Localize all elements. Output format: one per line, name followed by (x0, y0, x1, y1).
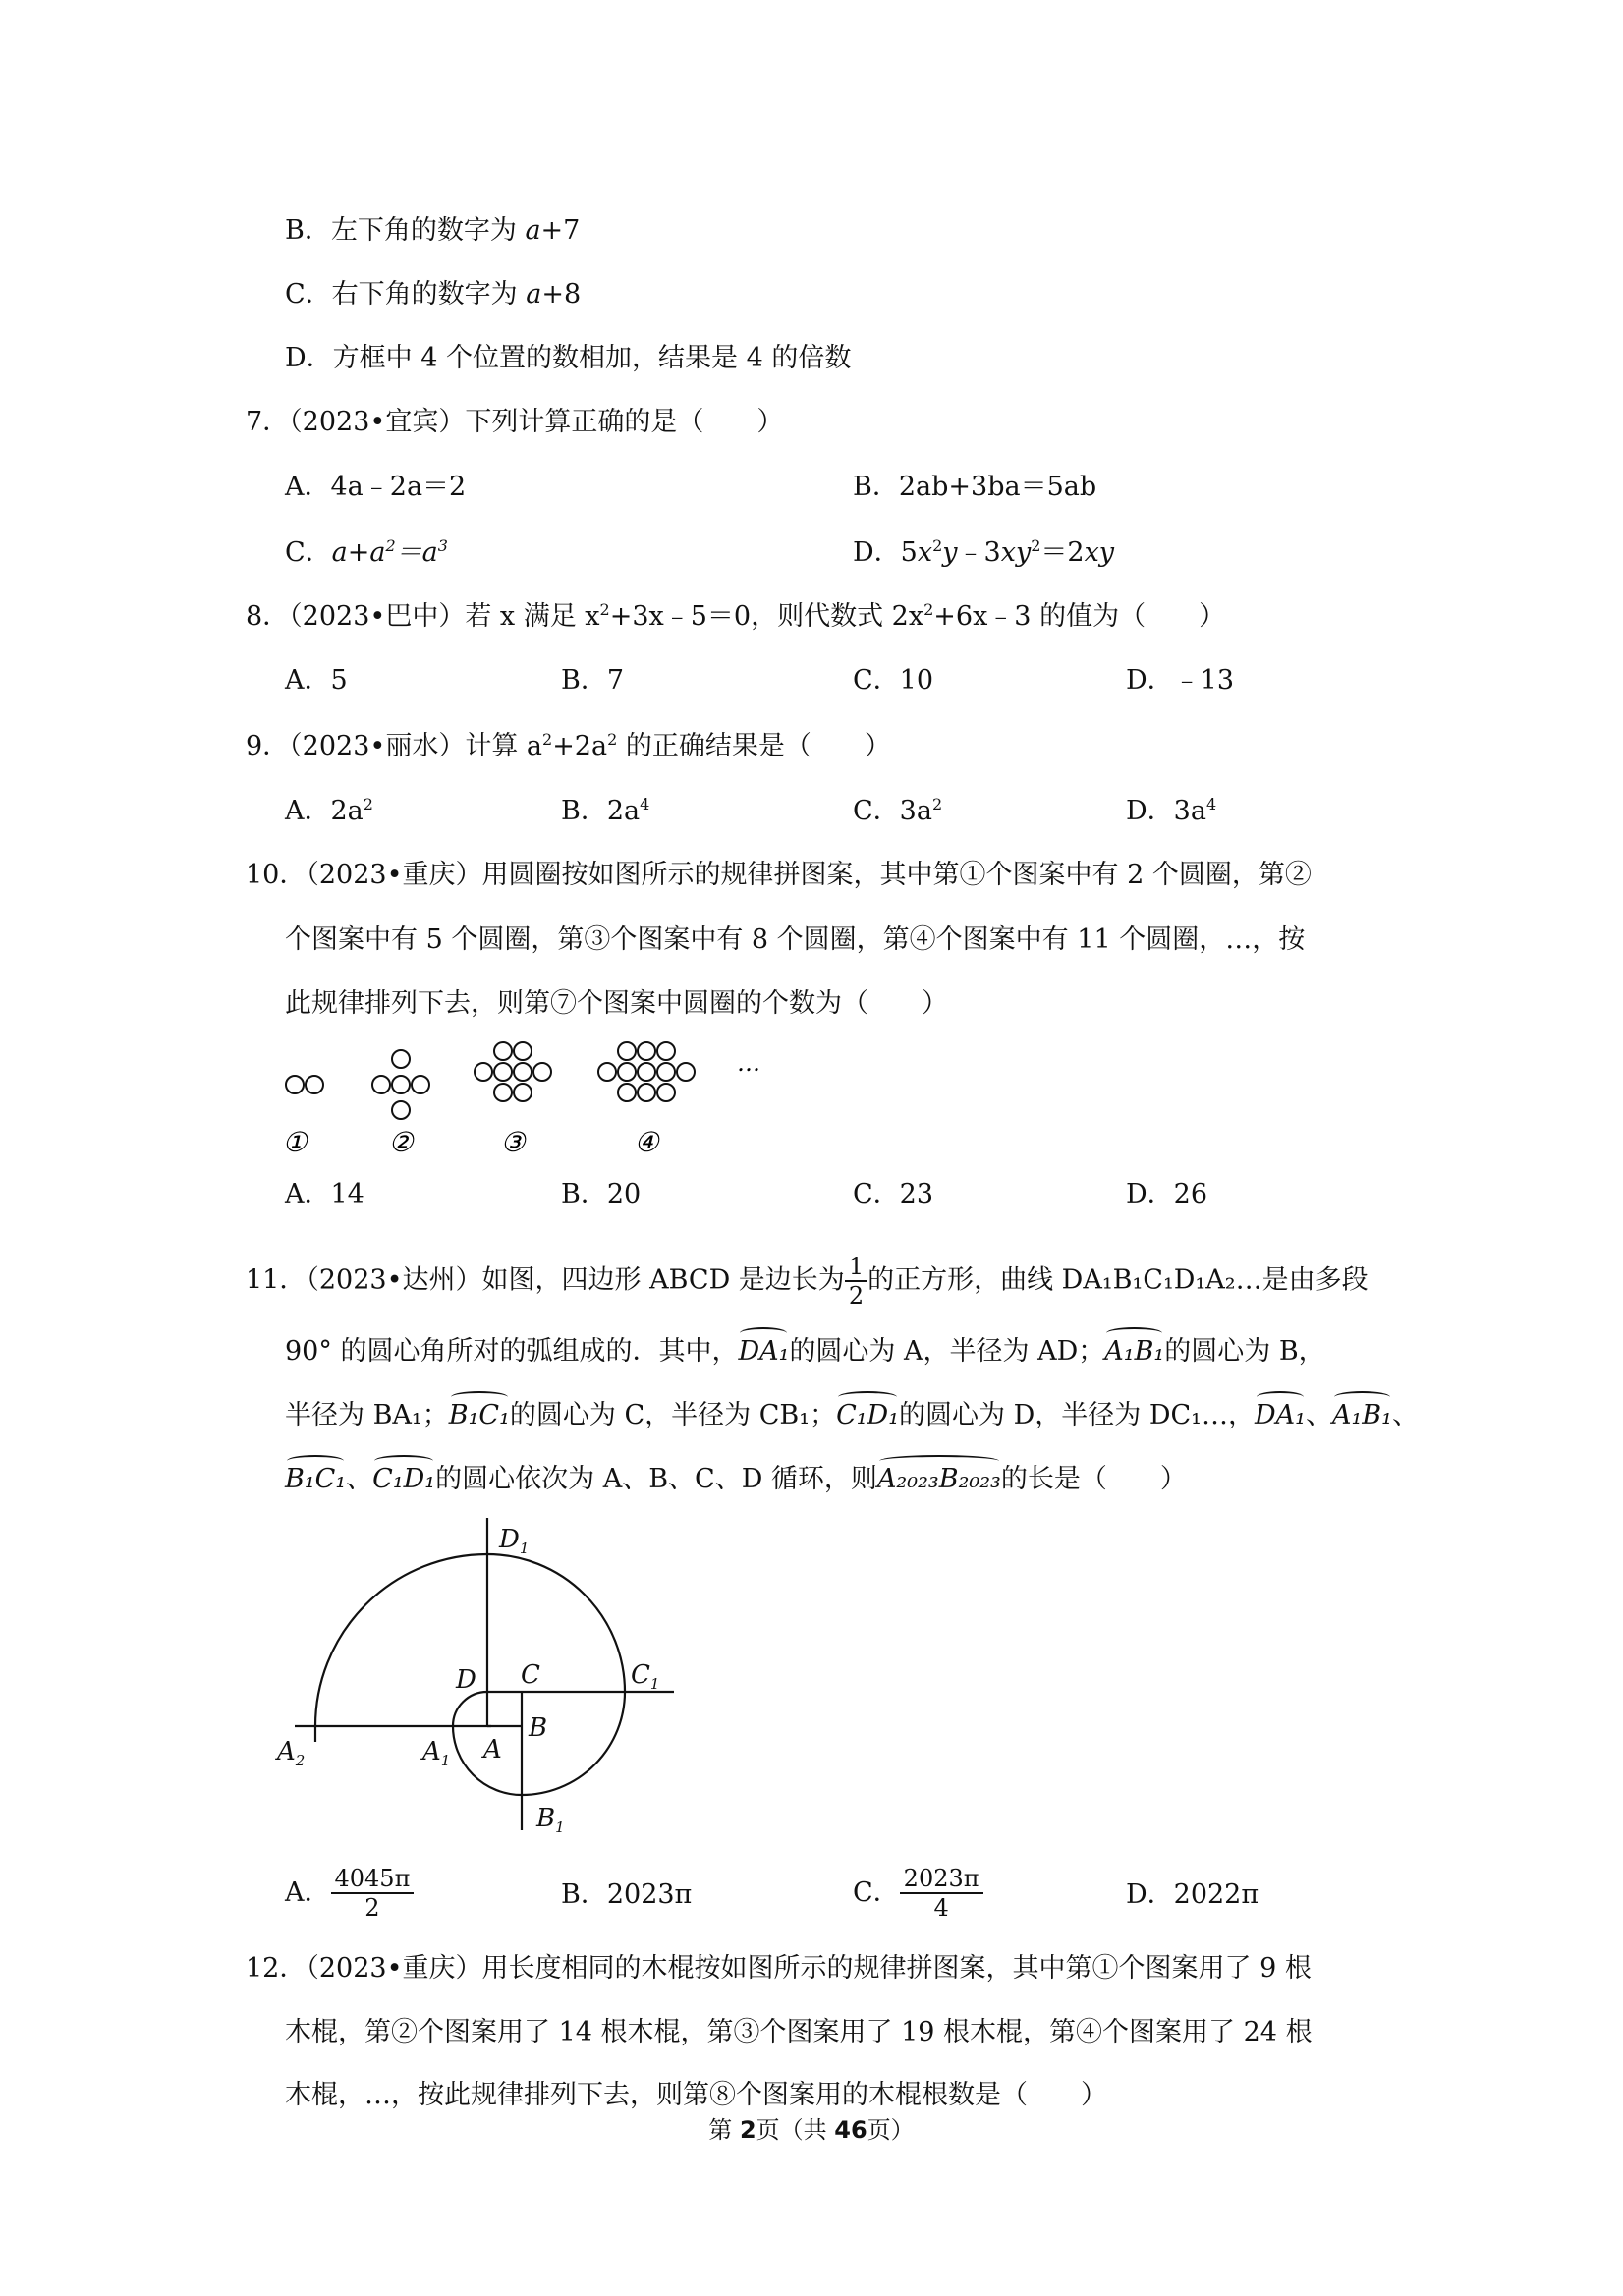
q10-line-3: 此规律排列下去，则第⑦个图案中圆圈的个数为（ ） (285, 988, 948, 1019)
q11-option-d: D．2022π (1126, 1879, 1259, 1910)
q12-line-2: 木棍，第②个图案用了 14 根木棍，第③个图案用了 19 根木棍，第④个图案用了 24 根 (285, 2017, 1313, 2047)
fraction-denominator: 2 (848, 1282, 865, 1310)
q11-option-c-label: C． (853, 1877, 900, 1908)
arc-da1-shape (453, 1692, 487, 1726)
separator: 、 (1391, 1400, 1419, 1430)
pattern-circle (372, 1076, 390, 1093)
q9-sup: 2 (607, 730, 618, 749)
q9-stem-start: 9．（2023•丽水）计算 a (246, 731, 542, 761)
pattern-circle (638, 1042, 655, 1060)
q6-option-b-tail: +7 (540, 215, 581, 246)
q7-option-d-expr: $5x^2y﹣3xy^2=2xy$ (900, 536, 1115, 568)
q8-stem: 8．（2023•巴中）若 x 满足 $x^2+3x﹣5=0$，则代数式 $2x^2+6x﹣3$ 的值为（ ） (246, 600, 1226, 632)
q11-option-a (285, 1865, 414, 1922)
q7-stem: 7．（2023•宜宾）下列计算正确的是（ ） (246, 407, 784, 437)
q8-stem-start: 8．（2023•巴中）若 x 满足 x (246, 601, 600, 632)
q11-line-1-start: 11．（2023•达州）如图，四边形 ABCD 是边长为 (246, 1264, 845, 1296)
q7-option-c-label: C． (285, 537, 332, 568)
q11-option-c-fraction (900, 1865, 983, 1922)
q11-spiral-figure (275, 1508, 707, 1842)
q6-option-b (285, 214, 580, 248)
q7-option-c (285, 536, 448, 570)
q7-option-a (285, 471, 466, 504)
q9-stem (246, 730, 891, 763)
q11-option-b: B．2023π (561, 1879, 693, 1910)
page-number: 2 (739, 2116, 756, 2144)
arc-a1b1: A₁B₁ (1332, 1393, 1392, 1432)
q11-option-c (853, 1865, 983, 1922)
q9-stem-middle: +2a (552, 731, 608, 761)
q6-option-c (285, 278, 581, 311)
label-c: C (521, 1660, 540, 1690)
q7-option-d-label: D． (853, 537, 901, 568)
pattern-label-4: ④ (634, 1126, 659, 1158)
q6-option-c-var: a (526, 279, 542, 309)
fraction-numerator: 4045π (331, 1865, 415, 1894)
pattern-circle (412, 1076, 429, 1093)
pattern-circle (392, 1050, 410, 1068)
q9-option-d-sup: 4 (1205, 795, 1217, 813)
q8-option-d: D．﹣13 (1126, 665, 1235, 696)
label-a: A (483, 1735, 502, 1764)
pattern-circle (657, 1042, 675, 1060)
fraction-numerator: 1 (845, 1253, 867, 1282)
q10-option-a: A．14 (285, 1179, 364, 1209)
pattern-circle (533, 1063, 551, 1081)
q11-line-1 (246, 1253, 1369, 1310)
q7-option-a-label: A． (285, 472, 331, 502)
page-footer (0, 2115, 1623, 2145)
q10-line-1: 10．（2023•重庆）用圆圈按如图所示的规律拼图案，其中第①个图案中有 2 个圆圈，第② (246, 860, 1312, 890)
q12-line-3: 木棍，…，按此规律排列下去，则第⑧个图案用的木棍根数是（ ） (285, 2080, 1107, 2110)
footer-suffix: 页） (867, 2116, 915, 2144)
label-a2: $A_2$ (277, 1737, 306, 1769)
pattern-label-1: ① (282, 1126, 308, 1158)
q9-sup: 2 (542, 730, 553, 749)
pattern-ellipsis: … (737, 1049, 760, 1077)
pattern-circle (618, 1084, 636, 1101)
arc-da1: DA₁ (738, 1329, 789, 1369)
label-d: D (456, 1665, 476, 1695)
q9-option-c (853, 795, 942, 828)
q8-option-c: C．10 (853, 665, 934, 696)
q11-line-4 (285, 1457, 1187, 1496)
arc-da1: DA₁ (1255, 1393, 1306, 1432)
label-c1: $C_1$ (631, 1660, 660, 1693)
arc-a2023b2023: A₂₀₂₃B₂₀₂₃ (877, 1457, 1001, 1496)
q11-option-a-fraction (331, 1865, 415, 1922)
pattern-circle (514, 1063, 532, 1081)
fraction-numerator: 2023π (900, 1865, 983, 1894)
q6-option-c-text: C．右下角的数字为 (285, 279, 527, 309)
q7-option-d (853, 536, 1114, 570)
arc-d1a2-shape (315, 1554, 487, 1726)
q11-line-4-end: 的长是（ ） (1000, 1464, 1187, 1494)
q9-option-c-text: C．3a (853, 796, 932, 826)
pattern-circle (618, 1063, 636, 1081)
fraction-denominator: 4 (933, 1894, 949, 1922)
arc-b1c1: B₁C₁ (285, 1457, 346, 1496)
q9-option-a-text: A．2a (285, 796, 364, 826)
q11-option-a-label: A． (285, 1877, 331, 1908)
q11-line-2-start: 90° 的圆心角所对的弧组成的．其中， (285, 1336, 739, 1367)
q11-line-2-end: 的圆心为 B， (1164, 1336, 1325, 1367)
pattern-circle (514, 1084, 532, 1101)
q9-option-a-sup: 2 (363, 795, 373, 813)
q9-option-b-sup: 4 (640, 795, 650, 813)
pattern-circle (475, 1063, 492, 1081)
pattern-circle (392, 1101, 410, 1119)
arc-c1d1: C₁D₁ (836, 1393, 899, 1432)
q11-line-4-middle: 的圆心依次为 A、B、C、D 循环，则 (435, 1464, 877, 1494)
q7-option-b (853, 471, 1096, 504)
q6-option-b-text: B．左下角的数字为 (285, 215, 526, 246)
q7-option-b-label: B． (853, 472, 899, 502)
q6-option-b-var: a (525, 215, 541, 246)
arc-b1c1-shape (522, 1692, 625, 1795)
pattern-circle (598, 1063, 616, 1081)
pattern-circle (638, 1084, 655, 1101)
q11-line-2 (285, 1329, 1325, 1369)
footer-prefix: 第 (708, 2116, 740, 2144)
q11-half-fraction (845, 1253, 867, 1310)
pattern-circle (514, 1042, 532, 1060)
q11-line-3 (285, 1393, 1419, 1432)
pattern-circle (494, 1042, 512, 1060)
pattern-label-3: ③ (500, 1126, 526, 1158)
label-a1: $A_1$ (422, 1737, 451, 1769)
q10-line-2: 个图案中有 5 个圆圈，第③个图案中有 8 个圆圈，第④个图案中有 11 个圆圈，…，按 (285, 924, 1306, 955)
q6-option-c-tail: +8 (541, 279, 582, 309)
q10-circle-pattern-figure (275, 1032, 786, 1169)
separator: 、 (346, 1464, 373, 1494)
q9-option-b-text: B．2a (561, 796, 641, 826)
arc-c1d1-shape (487, 1554, 625, 1692)
label-b: B (529, 1713, 548, 1743)
q9-option-d-text: D．3a (1126, 796, 1206, 826)
pattern-circle (392, 1076, 410, 1093)
separator: 、 (1305, 1400, 1332, 1430)
pattern-circle (306, 1076, 323, 1093)
pattern-circle (494, 1063, 512, 1081)
q12-line-1: 12．（2023•重庆）用长度相同的木棍按如图所示的规律拼图案，其中第①个图案用了 9 根 (246, 1953, 1312, 1984)
q8-stem-end: +6x﹣3 的值为（ ） (933, 601, 1226, 632)
q10-option-b: B．20 (561, 1179, 642, 1209)
q11-line-3-middle: 的圆心为 C，半径为 CB₁； (509, 1400, 837, 1430)
q8-stem-middle: +3x﹣5＝0，则代数式 2x (609, 601, 924, 632)
q10-option-c: C．23 (853, 1179, 934, 1209)
q11-line-2-middle: 的圆心为 A，半径为 AD； (789, 1336, 1105, 1367)
arc-c1d1: C₁D₁ (372, 1457, 435, 1496)
pattern-circle (638, 1063, 655, 1081)
pattern-circle (657, 1063, 675, 1081)
q7-option-a-text: 4a﹣2a＝2 (330, 472, 467, 502)
arc-a1b1: A₁B₁ (1104, 1329, 1164, 1369)
pattern-label-2: ② (388, 1126, 414, 1158)
pattern-circle (677, 1063, 695, 1081)
q7-option-b-text: 2ab+3ba＝5ab (898, 472, 1097, 502)
total-pages: 46 (834, 2116, 867, 2144)
q11-line-3-start: 半径为 BA₁； (285, 1400, 449, 1430)
q7-option-c-expr: $a+a^2=a^3$ (331, 536, 448, 568)
q6-option-d: D．方框中 4 个位置的数相加，结果是 4 的倍数 (285, 343, 852, 373)
pattern-circle (494, 1084, 512, 1101)
q9-option-c-sup: 2 (931, 795, 943, 813)
pattern-circle (657, 1084, 675, 1101)
pattern-circle (286, 1076, 304, 1093)
q10-option-d: D．26 (1126, 1179, 1208, 1209)
label-d1: $D_1$ (499, 1525, 530, 1557)
pattern-circle (618, 1042, 636, 1060)
q9-option-b (561, 795, 649, 828)
label-b1: $B_1$ (536, 1804, 565, 1836)
arc-b1c1: B₁C₁ (449, 1393, 510, 1432)
q8-option-a: A．5 (285, 665, 348, 696)
q9-stem-end: 的正确结果是（ ） (617, 731, 891, 761)
footer-middle: 页（共 (756, 2116, 835, 2144)
q9-option-a (285, 795, 373, 828)
q11-line-1-end: 的正方形，曲线 DA₁B₁C₁D₁A₂…是由多段 (867, 1264, 1369, 1296)
q11-line-3-text: 的圆心为 D，半径为 DC₁…， (899, 1400, 1255, 1430)
q9-option-d (1126, 795, 1216, 828)
fraction-denominator: 2 (364, 1894, 380, 1922)
q8-option-b: B．7 (561, 665, 625, 696)
